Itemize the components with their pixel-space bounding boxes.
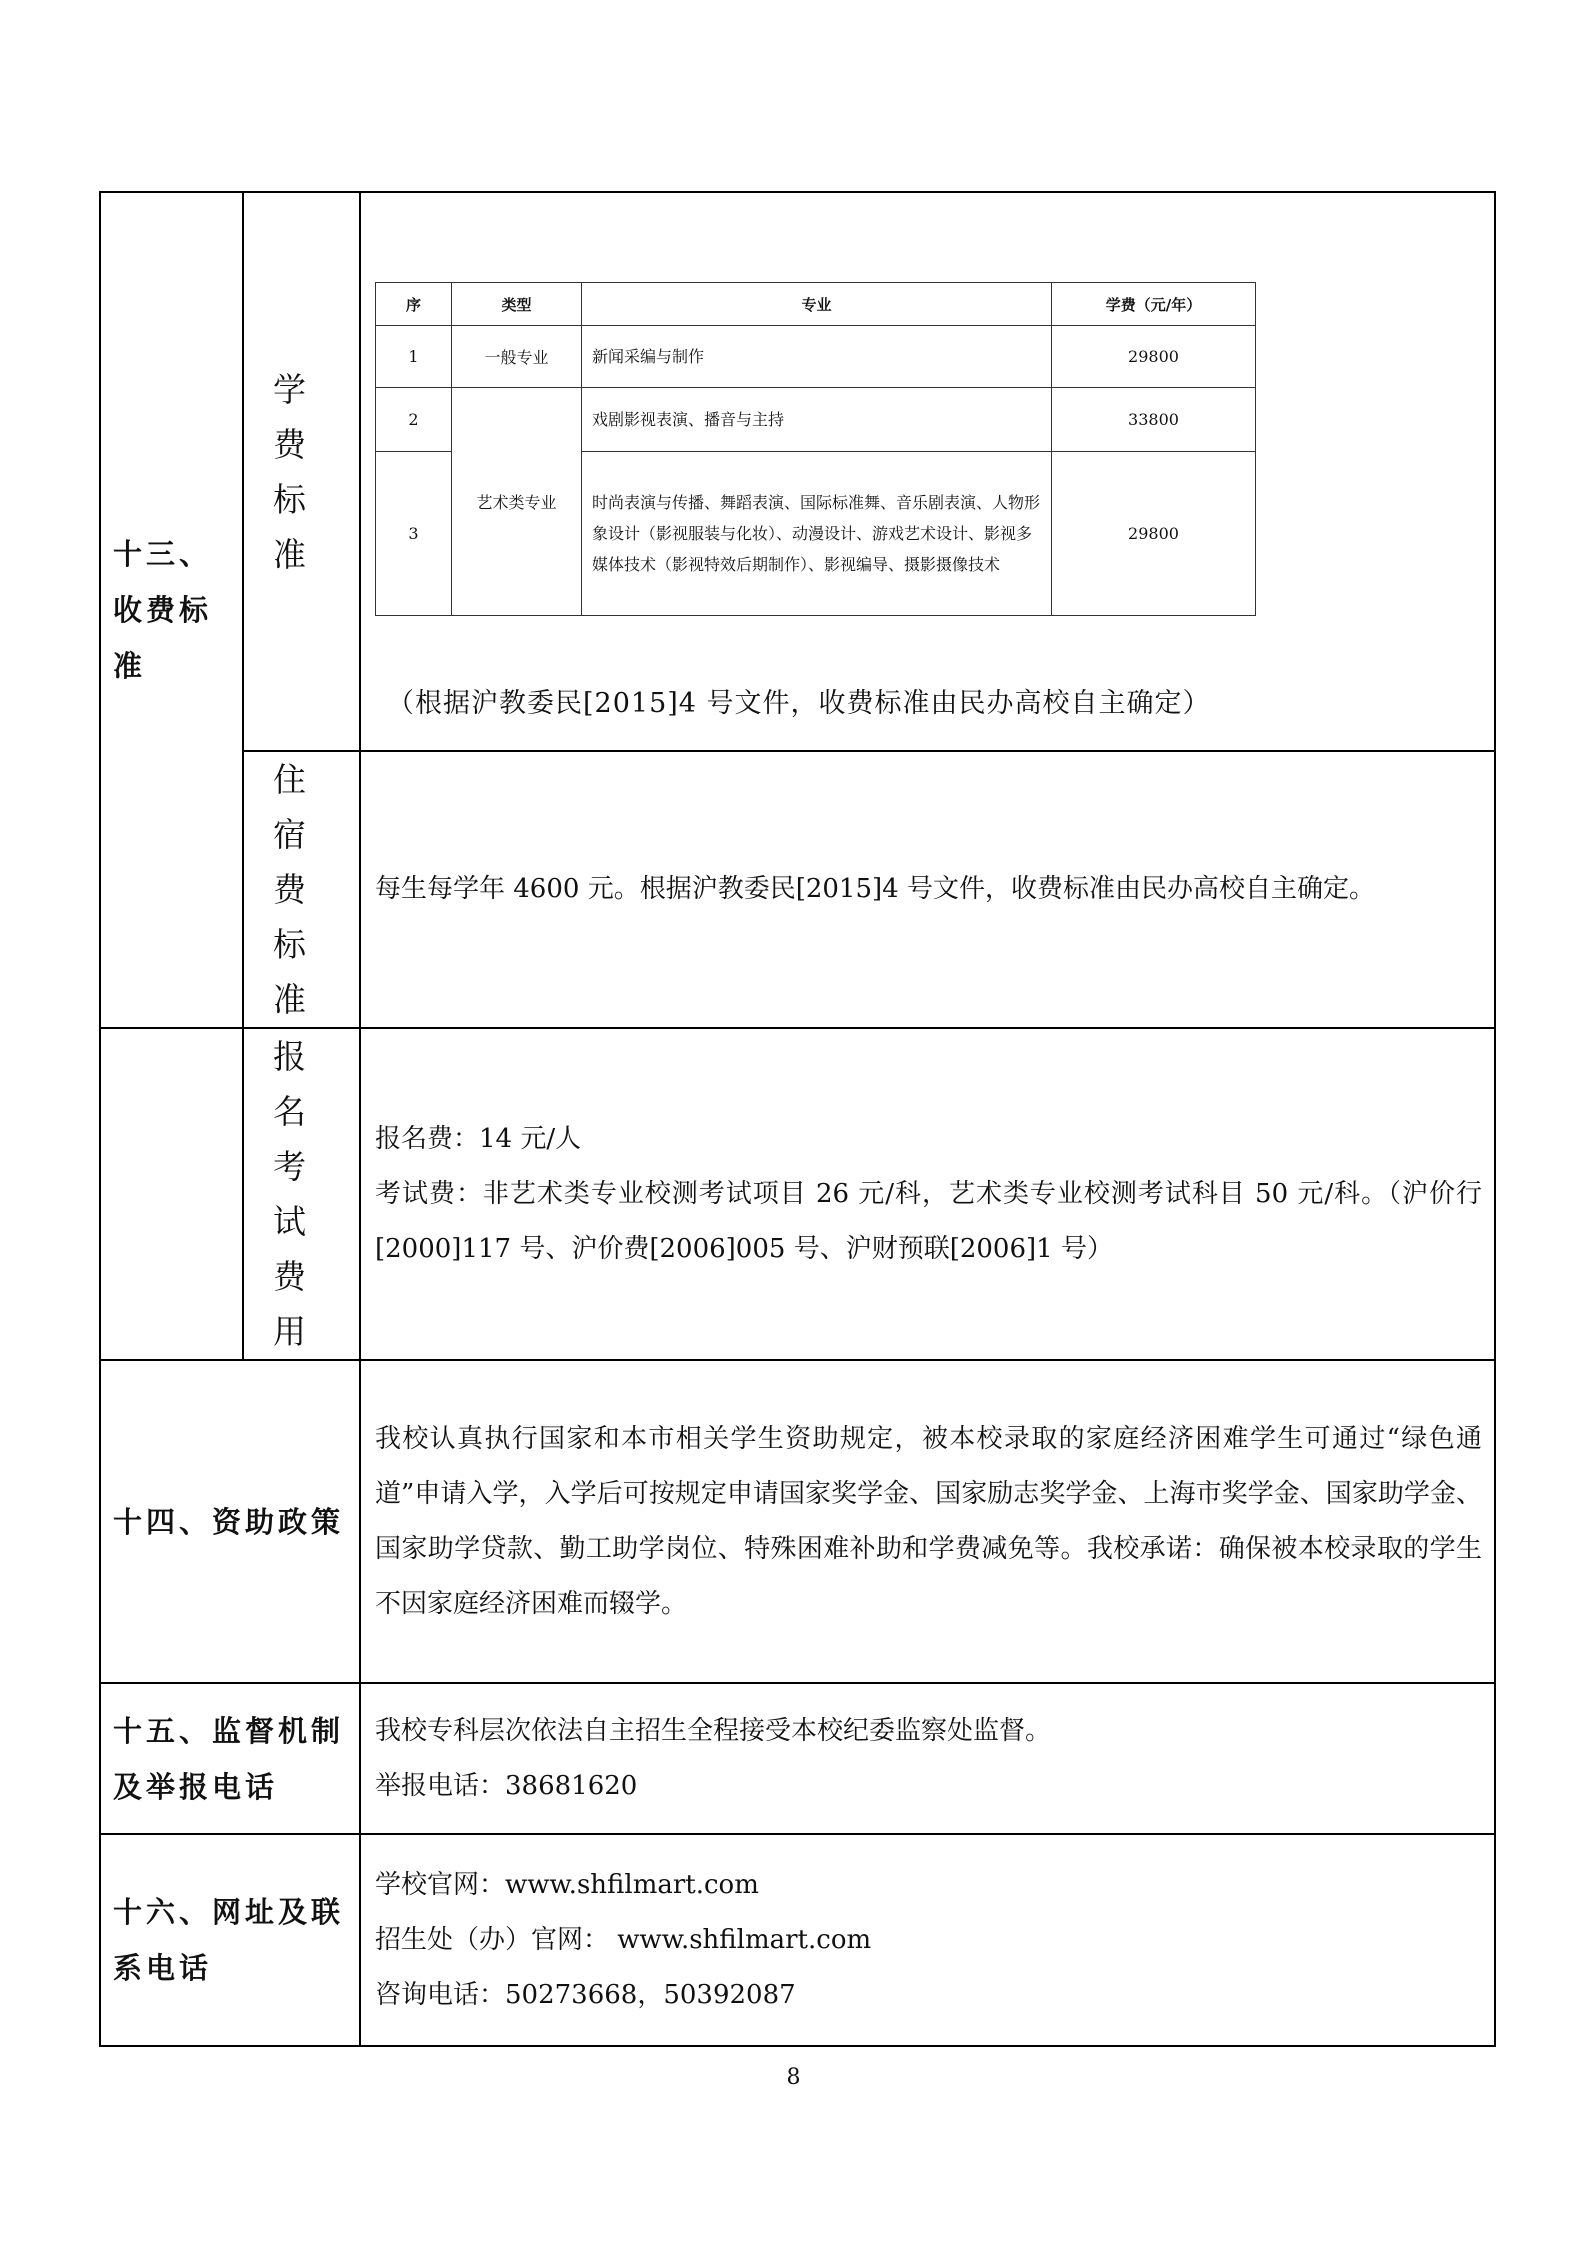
section13-title: 十三、收费标准 [100, 192, 243, 1028]
exam-empty-cell [100, 1028, 243, 1360]
section16-title: 十六、网址及联系电话 [100, 1834, 360, 2046]
table-row [376, 388, 1256, 452]
row2-fee: 33800 [1052, 388, 1256, 452]
header-type: 类型 [452, 283, 582, 326]
exam-label-line3: 费 用 [273, 1257, 330, 1351]
tuition-label [243, 192, 360, 751]
exam-label-line2: 考 试 [273, 1147, 330, 1241]
admission-website: 招生处（办）官网： www.shfilmart.com [375, 1924, 872, 1955]
dorm-label-line1: 住 宿 [273, 760, 330, 854]
tuition-label-line1: 学 费 [273, 369, 330, 464]
table-row [376, 326, 1256, 388]
exam-fee: 考试费：非艺术类专业校测考试项目 26 元/科，艺术类专业校测考试科目 50 元/科。（沪价行[2000]117 号、沪价费[2006]005 号、沪财预联[2006]1 号） [375, 1178, 1482, 1264]
header-major: 专业 [582, 283, 1052, 326]
row2-major: 戏剧影视表演、播音与主持 [582, 388, 1052, 452]
dorm-text: 每生每学年 4600 元。根据沪教委民[2015]4 号文件，收费标准由民办高校自主确定。 [360, 751, 1495, 1028]
exam-label-line1: 报 名 [273, 1037, 330, 1131]
section15-title: 十五、监督机制及举报电话 [100, 1683, 360, 1834]
section15-text [360, 1683, 1495, 1834]
school-website: 学校官网：www.shfilmart.com [375, 1869, 759, 1900]
dorm-label-line2: 费 标 [273, 870, 330, 964]
supervision-text: 我校专科层次依法自主招生全程接受本校纪委监察处监督。 [375, 1715, 1052, 1746]
dorm-label [243, 751, 360, 1028]
dorm-label-line3: 准 [273, 980, 330, 1019]
row1-type: 一般专业 [452, 326, 582, 388]
row2-no: 2 [376, 388, 452, 452]
row3-major: 时尚表演与传播、舞蹈表演、国际标准舞、音乐剧表演、人物形象设计（影视服装与化妆）、动漫设计、游戏艺术设计、影视多媒体技术（影视特效后期制作）、影视编导、摄影摄像技术 [582, 452, 1052, 616]
exam-label [243, 1028, 360, 1360]
tuition-table [375, 282, 1256, 616]
header-fee: 学费（元/年） [1052, 283, 1256, 326]
row1-major: 新闻采编与制作 [582, 326, 1052, 388]
header-no: 序 [376, 283, 452, 326]
exam-text [360, 1028, 1495, 1360]
info-table [99, 191, 1496, 2047]
row1-fee: 29800 [1052, 326, 1256, 388]
tuition-content [360, 192, 1495, 751]
tuition-table-header [376, 283, 1256, 326]
row1-no: 1 [376, 326, 452, 388]
row3-fee: 29800 [1052, 452, 1256, 616]
tuition-label-line2: 标 准 [273, 479, 330, 574]
report-phone: 举报电话：38681620 [375, 1770, 638, 1801]
page-number: 8 [786, 2065, 801, 2090]
tuition-note: （根据沪教委民[2015]4 号文件，收费标准由民办高校自主确定） [387, 688, 1211, 719]
row3-no: 3 [376, 452, 452, 616]
consult-phone: 咨询电话：50273668，50392087 [375, 1979, 796, 2010]
row2-type: 艺术类专业 [452, 388, 582, 616]
section16-text [360, 1834, 1495, 2046]
registration-fee: 报名费：14 元/人 [375, 1123, 582, 1154]
section14-text: 我校认真执行国家和本市相关学生资助规定，被本校录取的家庭经济困难学生可通过“绿色通道”申请入学，入学后可按规定申请国家奖学金、国家励志奖学金、上海市奖学金、国家助学金、国家助学贷款、勤工助学岗位、特殊困难补助和学费减免等。我校承诺：确保被本校录取的学生不因家庭经济困难而辍学。 [360, 1360, 1495, 1683]
section14-title: 十四、资助政策 [100, 1360, 360, 1683]
